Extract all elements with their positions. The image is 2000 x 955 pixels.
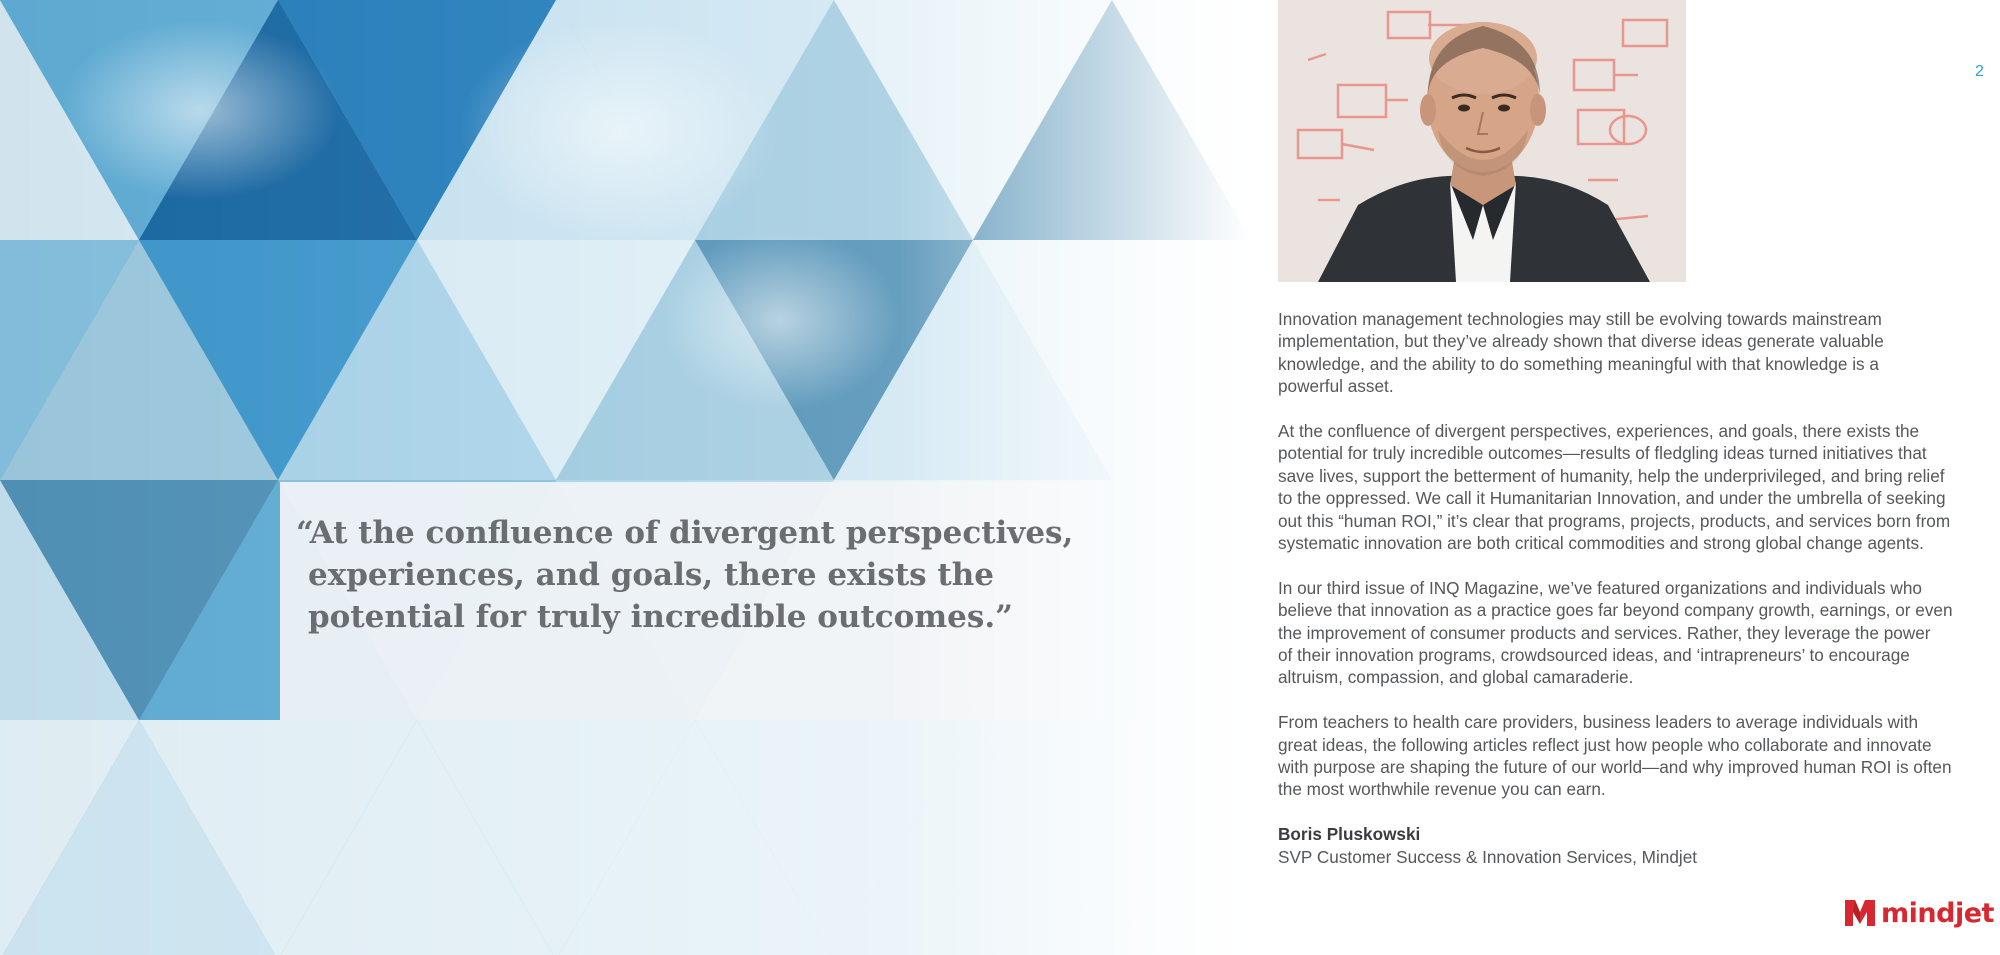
text-line: powerful asset. [1278, 376, 1394, 397]
text-line: In our third issue of INQ Magazine, we’ve featured organizations and individuals who [1278, 577, 1922, 598]
text-line: Innovation management technologies may still be evolving towards mainstream [1278, 309, 1882, 329]
pull-quote-line: “At the confluence of divergent perspectives, [296, 515, 1074, 551]
pull-quote-line: potential for truly incredible outcomes.” [308, 599, 1013, 635]
article-paragraph [1278, 711, 1978, 801]
mindjet-logo-icon [1845, 898, 1875, 928]
article-paragraph [1278, 420, 1978, 554]
text-line: implementation, but they’ve already shown that diverse ideas generate valuable [1278, 331, 1884, 352]
text-line: potential for truly incredible outcomes—results of fledgling ideas turned initiatives that [1278, 443, 1927, 464]
logo-wordmark: mindjet [1881, 897, 1994, 929]
mindjet-logo [1845, 896, 1994, 930]
text-line: with purpose are shaping the future of our world—and why improved human ROI is often [1278, 757, 1952, 778]
text-line: out this “human ROI,” it’s clear that programs, projects, products, and services born from [1278, 510, 1951, 531]
author-name: Boris Pluskowski [1278, 824, 1421, 845]
text-line: At the confluence of divergent perspectives, experiences, and goals, there exists the [1278, 421, 1920, 442]
pull-quote [296, 512, 1096, 638]
pull-quote-line: experiences, and goals, there exists the [308, 557, 994, 593]
text-line: believe that innovation as a practice goes far beyond company growth, earnings, or even [1278, 600, 1953, 621]
author-title: SVP Customer Success & Innovation Services, Mindjet [1278, 846, 1698, 867]
page-number: 2 [1975, 63, 1984, 80]
signature-block [1278, 823, 1978, 868]
text-line: great ideas, the following articles reflect just how people who collaborate and innovate [1278, 734, 1932, 755]
article-body [1278, 308, 1978, 868]
author-portrait-photo [1278, 0, 1686, 282]
text-line: systematic innovation are both critical commodities and strong global change agents. [1278, 533, 1924, 554]
text-line: to the oppressed. We call it Humanitarian Innovation, and under the umbrella of seeking [1278, 488, 1946, 509]
text-line: altruism, compassion, and global camaraderie. [1278, 667, 1634, 688]
text-line: knowledge, and the ability to do something meaningful with that knowledge is a [1278, 353, 1879, 374]
text-line: From teachers to health care providers, business leaders to average individuals with [1278, 712, 1919, 733]
article-paragraph [1278, 577, 1978, 689]
text-line: the improvement of consumer products and services. Rather, they leverage the power [1278, 622, 1931, 643]
text-line: of their innovation programs, crowdsourced ideas, and ‘intrapreneurs’ to encourage [1278, 645, 1910, 666]
article-paragraph [1278, 308, 1978, 398]
text-line: save lives, support the betterment of humanity, help the underprivileged, and bring relief [1278, 465, 1945, 486]
text-line: the most worthwhile revenue you can earn. [1278, 779, 1606, 800]
